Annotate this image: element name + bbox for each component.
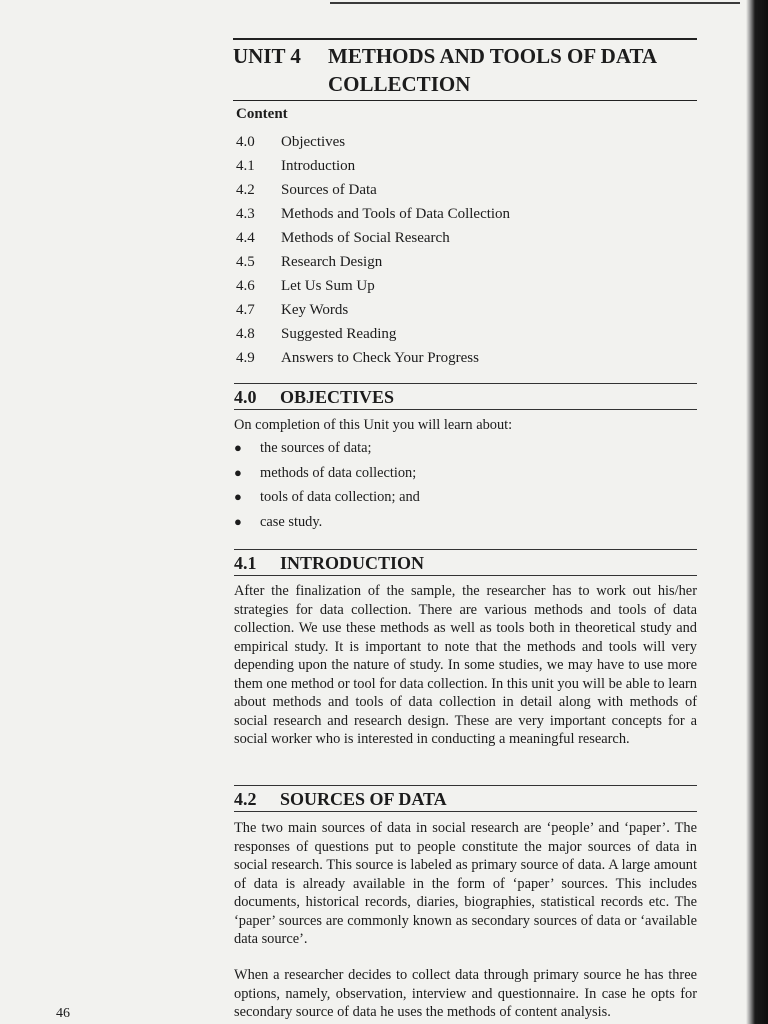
toc-title: Methods and Tools of Data Collection [281,206,511,222]
toc-item [236,130,686,154]
bullet-icon: ● [234,513,242,529]
toc-item [236,154,686,178]
toc-title: Objectives [281,134,346,150]
toc-item [236,202,686,226]
contents-heading: Content [236,106,288,122]
toc-number: 4.9 [236,350,255,366]
toc-title: Key Words [281,302,349,318]
toc-number: 4.3 [236,206,255,222]
toc-item [236,322,686,346]
list-item: ● tools of data collection; and [234,485,697,510]
toc-number: 4.7 [236,302,255,318]
objectives-list [234,436,697,534]
toc-item [236,346,686,370]
toc-title: Methods of Social Research [281,230,450,246]
list-item: ● the sources of data; [234,436,697,461]
section-title: OBJECTIVES [280,387,395,407]
toc-title: Introduction [281,158,356,174]
toc-number: 4.6 [236,278,255,294]
section-title: INTRODUCTION [280,553,425,573]
sources-heading [234,785,697,812]
toc-number: 4.8 [236,326,255,342]
toc-item [236,226,686,250]
list-item: ● methods of data collection; [234,461,697,486]
introduction-paragraph: After the finalization of the sample, the researcher has to work out his/her strategies for data collection. There are various methods and tools of data collection. We use these methods as well as tools both in theoretical study and empirical study. It is important to note that the methods and tools will very depending upon the nature of study. In some studies, we may have to use more them one method or tool for data collection. In this unit you will be able to learn about methods and tools of data collection in detail along with methods of social research and research design. These are very important concepts for a social worker who is interested in conducting a meaningful research. [234,583,697,747]
unit-title-line2: COLLECTION [328,72,471,96]
section-number: 4.2 [234,789,257,809]
top-rule [330,2,740,4]
binding-edge [746,0,768,1024]
bullet-icon: ● [234,464,242,480]
section-title: SOURCES OF DATA [280,789,447,809]
objectives-intro: On completion of this Unit you will learn about: [234,417,513,433]
section-number: 4.1 [234,553,257,573]
toc-item [236,274,686,298]
sources-paragraph-1: The two main sources of data in social research are ‘people’ and ‘paper’. The responses of questions put to people constitute the major sources of data in social research. This source is labeled as primary source of data. A large amount of data is already available in the form of ‘paper’ sources. This includes documents, historical records, diaries, biographies, statistical records etc. The ‘paper’ sources are commonly known as secondary sources of data or ‘available data source’. [234,820,697,947]
unit-title [233,42,697,98]
toc-number: 4.2 [236,182,255,198]
unit-header [233,38,697,101]
objectives-heading [234,383,697,410]
toc-number: 4.0 [236,134,255,150]
header-rule-top [233,38,697,40]
toc-number: 4.1 [236,158,255,174]
unit-title-line1: METHODS AND TOOLS OF DATA [328,44,658,68]
toc-title: Let Us Sum Up [281,278,375,294]
toc-title: Suggested Reading [281,326,397,342]
unit-label: UNIT 4 [233,44,301,68]
section-number: 4.0 [234,387,257,407]
toc-item [236,178,686,202]
introduction-heading [234,549,697,576]
page-number: 46 [56,1006,70,1021]
bullet-icon: ● [234,489,242,504]
header-rule-bottom [233,100,697,101]
toc-number: 4.4 [236,230,255,246]
toc-item [236,298,686,322]
toc-number: 4.5 [236,254,255,270]
toc-title: Sources of Data [281,182,377,198]
sources-paragraph-2: When a researcher decides to collect data through primary source he has three options, namely, observation, interview and questionnaire. In case he opts for secondary source of data he uses the methods of content analysis. [234,967,697,1020]
toc-title: Answers to Check Your Progress [281,350,479,366]
list-item: ● case study. [234,510,697,535]
bullet-icon: ● [234,440,242,455]
toc-item [236,250,686,274]
table-of-contents [236,130,686,370]
toc-title: Research Design [281,254,383,270]
